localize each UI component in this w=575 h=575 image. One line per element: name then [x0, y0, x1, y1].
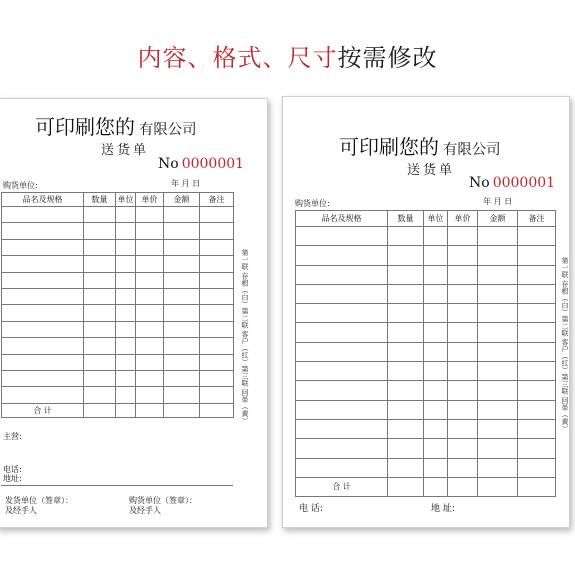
table-cell: [424, 419, 448, 438]
remark-label: 主营:: [3, 432, 22, 441]
table-cell: [2, 256, 84, 272]
table-cell: [84, 321, 116, 337]
table-cell: [116, 207, 136, 223]
table-row: [2, 321, 234, 337]
table-cell: [518, 227, 556, 246]
divider: [1, 485, 233, 486]
table-cell: [448, 304, 478, 323]
col-header: 数量: [84, 193, 116, 207]
table-cell: [136, 288, 164, 304]
table-cell: [388, 362, 424, 381]
table-cell: [200, 387, 234, 403]
address-label: 地址:: [3, 474, 22, 483]
table-cell: [388, 304, 424, 323]
table-cell: [448, 439, 478, 458]
table-cell: [2, 239, 84, 255]
table-cell: [164, 239, 200, 255]
table-row: [296, 284, 556, 303]
table-cell: [518, 458, 556, 477]
table-cell: [164, 338, 200, 354]
table-cell: [448, 458, 478, 477]
items-table: [1, 192, 234, 418]
table-cell: [518, 323, 556, 342]
table-cell: [84, 223, 116, 239]
table-cell: [388, 458, 424, 477]
table-cell: [136, 272, 164, 288]
col-header: 单位: [116, 193, 136, 207]
table-cell: [448, 323, 478, 342]
table-cell: [84, 288, 116, 304]
table-cell: [388, 265, 424, 284]
table-cell: [478, 284, 518, 303]
table-cell: [296, 439, 388, 458]
table-cell: [136, 338, 164, 354]
table-cell: [478, 227, 518, 246]
delivery-note-left: [0, 98, 268, 528]
table-cell: [136, 256, 164, 272]
table-row: [2, 370, 234, 386]
company-name: [339, 131, 501, 160]
table-cell: [200, 272, 234, 288]
copy-note: 第一联 存根（白）第二联 客户（红）第三联 回单（黄）: [241, 249, 249, 424]
headline-part1: 内容、格式、尺寸: [137, 44, 338, 72]
col-header: 备注: [518, 211, 556, 227]
company-main: 可印刷您的: [35, 115, 135, 139]
table-cell: [388, 439, 424, 458]
col-header: 金额: [478, 211, 518, 227]
table-cell: [2, 272, 84, 288]
table-cell: [84, 354, 116, 370]
table-cell: [296, 400, 388, 419]
table-cell: [116, 288, 136, 304]
table-cell: [84, 338, 116, 354]
table-cell: [388, 400, 424, 419]
table-row: [2, 338, 234, 354]
table-cell: [116, 321, 136, 337]
table-cell: [478, 419, 518, 438]
table-cell: [116, 387, 136, 403]
serial-label: No: [158, 156, 179, 172]
copy-note: 第一联 存根（白）第二联 客户（红）第三联 回单（黄）: [561, 257, 569, 432]
table-cell: [478, 265, 518, 284]
table-cell: [200, 288, 234, 304]
table-cell: [136, 321, 164, 337]
table-cell: [136, 370, 164, 386]
table-row: [2, 288, 234, 304]
table-cell: [200, 223, 234, 239]
table-cell: [424, 304, 448, 323]
date-label: 年 月 日: [483, 197, 513, 206]
table-cell: [164, 387, 200, 403]
table-cell: [2, 354, 84, 370]
total-label: 合 计: [296, 477, 388, 496]
col-header: 品名及规格: [2, 193, 84, 207]
table-cell: [164, 288, 200, 304]
table-cell: [296, 304, 388, 323]
serial-label: No: [469, 175, 490, 191]
table-cell: [164, 370, 200, 386]
col-header: 单价: [136, 193, 164, 207]
table-cell: [448, 419, 478, 438]
table-row: [296, 323, 556, 342]
table-cell: [388, 227, 424, 246]
table-cell: [296, 342, 388, 361]
table-cell: [424, 227, 448, 246]
table-cell: [296, 265, 388, 284]
table-cell: [84, 305, 116, 321]
doc-title: 送货单: [407, 163, 456, 178]
company-suffix: 有限公司: [443, 142, 501, 158]
serial-value: 0000001: [492, 175, 556, 191]
table-cell: [424, 362, 448, 381]
col-header: 备注: [200, 193, 234, 207]
table-cell: [388, 284, 424, 303]
doc-title: 送货单: [101, 143, 150, 158]
table-cell: [478, 246, 518, 265]
table-cell: [200, 321, 234, 337]
table-cell: [2, 223, 84, 239]
table-cell: [424, 284, 448, 303]
table-cell: [448, 362, 478, 381]
table-row: [2, 239, 234, 255]
table-cell: [200, 305, 234, 321]
col-header: 单价: [448, 211, 478, 227]
table-cell: [200, 207, 234, 223]
table-cell: [116, 370, 136, 386]
total-label: 合 计: [2, 403, 84, 417]
buyer-person: 及经手人: [129, 506, 161, 515]
table-cell: [296, 284, 388, 303]
company-name: [35, 111, 197, 140]
table-cell: [164, 354, 200, 370]
address-label: 地 址:: [431, 504, 455, 514]
table-cell: [448, 381, 478, 400]
table-cell: [296, 362, 388, 381]
table-cell: [424, 246, 448, 265]
table-cell: [200, 354, 234, 370]
table-cell: [116, 305, 136, 321]
items-table: [295, 210, 556, 497]
table-cell: [518, 400, 556, 419]
company-suffix: 有限公司: [139, 122, 197, 138]
table-cell: [136, 223, 164, 239]
table-cell: [478, 323, 518, 342]
seller-signature: 发货单位（签章）：: [5, 496, 73, 505]
table-cell: [200, 239, 234, 255]
phone-label: 电 话:: [299, 504, 323, 514]
table-row: [296, 400, 556, 419]
table-cell: [424, 439, 448, 458]
col-header: 数量: [388, 211, 424, 227]
table-cell: [164, 256, 200, 272]
col-header: 金额: [164, 193, 200, 207]
table-cell: [84, 256, 116, 272]
table-row: [2, 354, 234, 370]
buyer-label: 购货单位:: [295, 199, 330, 208]
headline-part2: 按需修改: [337, 44, 438, 72]
table-row: [296, 246, 556, 265]
table-cell: [84, 272, 116, 288]
table-cell: [136, 387, 164, 403]
table-row: [296, 458, 556, 477]
col-header: 品名及规格: [296, 211, 388, 227]
table-cell: [136, 207, 164, 223]
table-row: [296, 304, 556, 323]
table-cell: [388, 323, 424, 342]
serial-number: [158, 156, 244, 172]
table-cell: [84, 207, 116, 223]
table-cell: [296, 227, 388, 246]
buyer-signature: 购货单位（签章）：: [129, 496, 197, 505]
table-cell: [2, 207, 84, 223]
phone-label: 电话:: [3, 465, 22, 474]
table-row: [296, 362, 556, 381]
table-cell: [478, 439, 518, 458]
delivery-note-right: [282, 96, 570, 528]
table-row: [2, 305, 234, 321]
table-cell: [388, 342, 424, 361]
table-cell: [478, 342, 518, 361]
table-row: [2, 223, 234, 239]
table-cell: [2, 305, 84, 321]
table-cell: [200, 256, 234, 272]
table-cell: [518, 342, 556, 361]
table-row: [2, 207, 234, 223]
serial-number: [469, 175, 555, 191]
table-cell: [164, 272, 200, 288]
table-cell: [448, 400, 478, 419]
buyer-label: 购货单位:: [3, 181, 38, 190]
item-rows: [296, 227, 556, 478]
table-cell: [518, 381, 556, 400]
table-row: [2, 256, 234, 272]
table-cell: [518, 265, 556, 284]
table-cell: [116, 354, 136, 370]
item-rows: [2, 207, 234, 404]
table-cell: [164, 321, 200, 337]
table-cell: [136, 354, 164, 370]
page-headline: [0, 38, 575, 73]
table-cell: [296, 381, 388, 400]
table-cell: [518, 362, 556, 381]
table-cell: [388, 419, 424, 438]
table-cell: [296, 419, 388, 438]
table-cell: [2, 338, 84, 354]
table-cell: [2, 370, 84, 386]
table-cell: [424, 342, 448, 361]
table-cell: [116, 256, 136, 272]
table-cell: [424, 323, 448, 342]
table-cell: [518, 284, 556, 303]
table-cell: [2, 321, 84, 337]
table-cell: [518, 304, 556, 323]
table-cell: [424, 265, 448, 284]
table-cell: [164, 223, 200, 239]
table-cell: [518, 246, 556, 265]
table-row: [296, 265, 556, 284]
table-row: [296, 227, 556, 246]
table-row: [296, 439, 556, 458]
table-cell: [2, 288, 84, 304]
table-cell: [518, 419, 556, 438]
table-cell: [136, 305, 164, 321]
table-cell: [448, 246, 478, 265]
table-row: [2, 387, 234, 403]
table-cell: [296, 323, 388, 342]
table-row: [296, 419, 556, 438]
table-cell: [84, 387, 116, 403]
date-label: 年 月 日: [171, 179, 201, 188]
table-cell: [518, 439, 556, 458]
table-cell: [478, 381, 518, 400]
table-row: [296, 342, 556, 361]
table-row: [296, 381, 556, 400]
table-cell: [116, 272, 136, 288]
company-main: 可印刷您的: [339, 135, 439, 159]
table-cell: [296, 458, 388, 477]
table-cell: [164, 305, 200, 321]
table-cell: [424, 400, 448, 419]
table-cell: [136, 239, 164, 255]
serial-value: 0000001: [181, 156, 245, 172]
table-cell: [388, 246, 424, 265]
table-cell: [2, 387, 84, 403]
table-cell: [448, 342, 478, 361]
table-cell: [200, 338, 234, 354]
table-cell: [424, 381, 448, 400]
table-cell: [116, 338, 136, 354]
table-cell: [478, 458, 518, 477]
table-cell: [478, 362, 518, 381]
seller-person: 及经手人: [5, 506, 37, 515]
table-cell: [448, 227, 478, 246]
table-cell: [84, 239, 116, 255]
table-cell: [116, 223, 136, 239]
table-cell: [478, 304, 518, 323]
table-cell: [200, 370, 234, 386]
table-cell: [84, 370, 116, 386]
table-cell: [478, 400, 518, 419]
table-cell: [448, 284, 478, 303]
table-cell: [116, 239, 136, 255]
table-cell: [164, 207, 200, 223]
table-cell: [424, 458, 448, 477]
col-header: 单位: [424, 211, 448, 227]
table-cell: [448, 265, 478, 284]
table-row: [2, 272, 234, 288]
table-cell: [296, 246, 388, 265]
table-cell: [388, 381, 424, 400]
